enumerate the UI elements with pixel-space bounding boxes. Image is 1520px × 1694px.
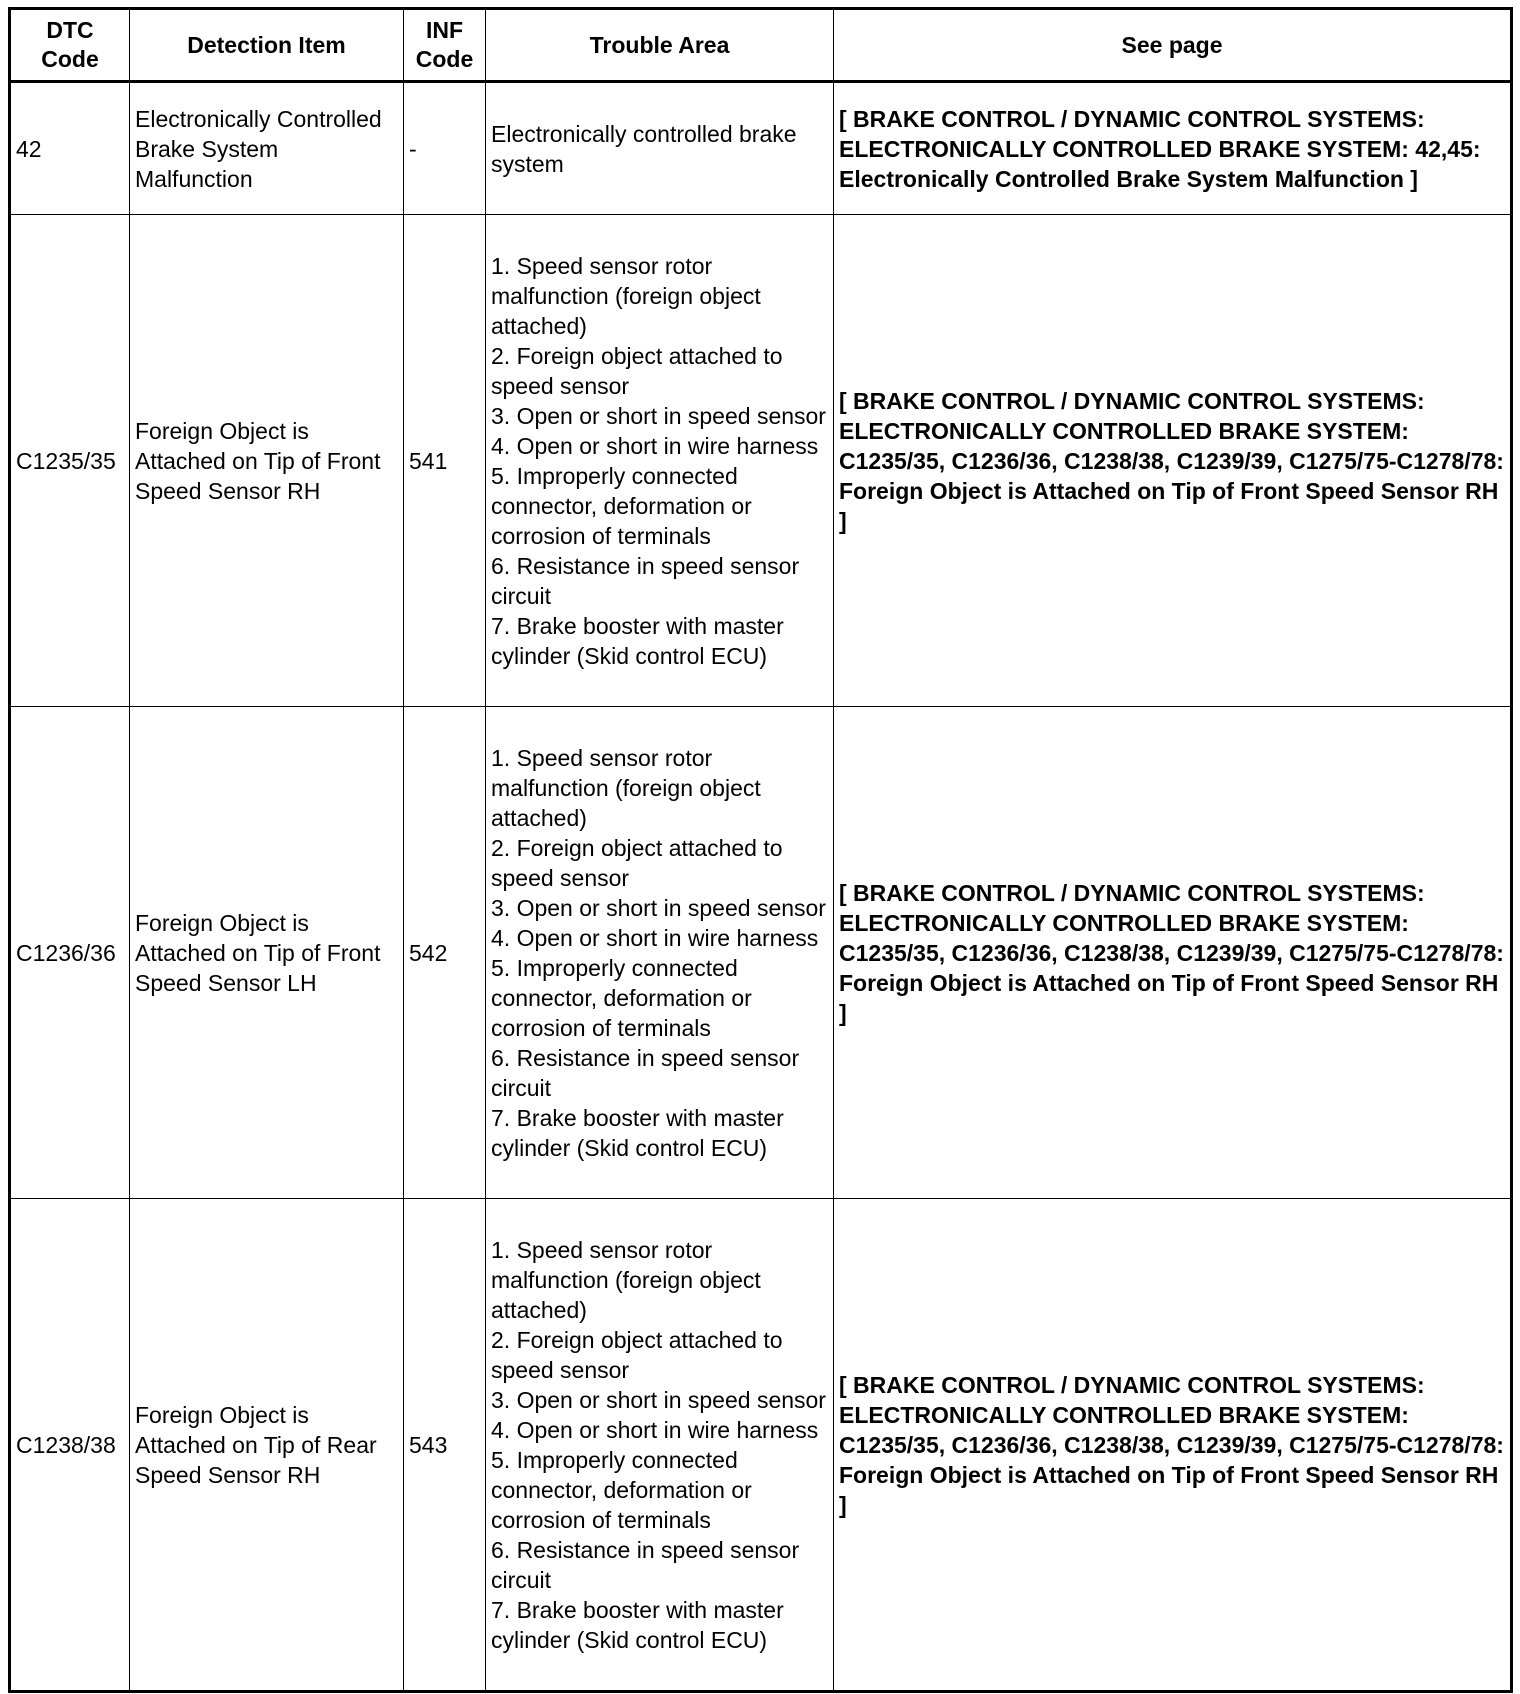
- trouble-area-cell: [486, 82, 834, 215]
- trouble-area-item: 3. Open or short in speed sensor: [491, 894, 826, 921]
- dtc-code-cell: C1235/35: [10, 215, 130, 707]
- table-header-row: [10, 9, 1512, 82]
- trouble-area-item: 7. Brake booster with master cylinder (Skid control ECU): [491, 1104, 784, 1161]
- header-inf-code: INF Code: [404, 9, 486, 82]
- detection-item-cell: Electronically Controlled Brake System Malfunction: [130, 82, 404, 215]
- inf-code-cell: 541: [404, 215, 486, 707]
- dtc-table: [8, 7, 1513, 1693]
- inf-code-cell: -: [404, 82, 486, 215]
- trouble-area-list: [491, 1235, 828, 1655]
- table-row: [10, 215, 1512, 707]
- trouble-area-cell: [486, 215, 834, 707]
- see-page-cell: [ BRAKE CONTROL / DYNAMIC CONTROL SYSTEMS: ELECTRONICALLY CONTROLLED BRAKE SYSTEM: 42,45: Electronically Controlled Brake System Malfunction ]: [834, 82, 1512, 215]
- trouble-area-item: Electronically controlled brake system: [491, 120, 797, 177]
- trouble-area-item: 6. Resistance in speed sensor circuit: [491, 552, 800, 609]
- header-trouble-area: Trouble Area: [486, 9, 834, 82]
- trouble-area-list: [491, 251, 828, 671]
- see-page-cell: [ BRAKE CONTROL / DYNAMIC CONTROL SYSTEMS: ELECTRONICALLY CONTROLLED BRAKE SYSTEM: C1235/35, C1236/36, C1238/38, C1239/39, C1275/75-C1278/78: Foreign Object is Attached on Tip of Front Speed Sensor RH ]: [834, 215, 1512, 707]
- header-see-page: See page: [834, 9, 1512, 82]
- trouble-area-item: 4. Open or short in wire harness: [491, 924, 819, 951]
- trouble-area-item: 2. Foreign object attached to speed sensor: [491, 834, 783, 891]
- trouble-area-item: 2. Foreign object attached to speed sensor: [491, 1326, 783, 1383]
- table-row: [10, 82, 1512, 215]
- trouble-area-item: 1. Speed sensor rotor malfunction (foreign object attached): [491, 1236, 761, 1323]
- table-row: [10, 707, 1512, 1199]
- trouble-area-item: 4. Open or short in wire harness: [491, 432, 819, 459]
- dtc-code-cell: C1238/38: [10, 1199, 130, 1692]
- trouble-area-item: 7. Brake booster with master cylinder (Skid control ECU): [491, 612, 784, 669]
- trouble-area-cell: [486, 707, 834, 1199]
- trouble-area-item: 2. Foreign object attached to speed sensor: [491, 342, 783, 399]
- header-dtc-code: DTC Code: [10, 9, 130, 82]
- trouble-area-item: 1. Speed sensor rotor malfunction (foreign object attached): [491, 744, 761, 831]
- trouble-area-item: 5. Improperly connected connector, deformation or corrosion of terminals: [491, 954, 752, 1041]
- trouble-area-item: 6. Resistance in speed sensor circuit: [491, 1044, 800, 1101]
- table-row: [10, 1199, 1512, 1692]
- header-detection-item: Detection Item: [130, 9, 404, 82]
- trouble-area-item: 5. Improperly connected connector, deformation or corrosion of terminals: [491, 1446, 752, 1533]
- inf-code-cell: 542: [404, 707, 486, 1199]
- detection-item-cell: Foreign Object is Attached on Tip of Front Speed Sensor RH: [130, 215, 404, 707]
- see-page-cell: [ BRAKE CONTROL / DYNAMIC CONTROL SYSTEMS: ELECTRONICALLY CONTROLLED BRAKE SYSTEM: C1235/35, C1236/36, C1238/38, C1239/39, C1275/75-C1278/78: Foreign Object is Attached on Tip of Front Speed Sensor RH ]: [834, 1199, 1512, 1692]
- trouble-area-cell: [486, 1199, 834, 1692]
- trouble-area-list: [491, 743, 828, 1163]
- trouble-area-list: [491, 119, 828, 179]
- trouble-area-item: 1. Speed sensor rotor malfunction (foreign object attached): [491, 252, 761, 339]
- dtc-code-cell: C1236/36: [10, 707, 130, 1199]
- detection-item-cell: Foreign Object is Attached on Tip of Rear Speed Sensor RH: [130, 1199, 404, 1692]
- trouble-area-item: 3. Open or short in speed sensor: [491, 1386, 826, 1413]
- trouble-area-item: 6. Resistance in speed sensor circuit: [491, 1536, 800, 1593]
- detection-item-cell: Foreign Object is Attached on Tip of Front Speed Sensor LH: [130, 707, 404, 1199]
- trouble-area-item: 7. Brake booster with master cylinder (Skid control ECU): [491, 1596, 784, 1653]
- trouble-area-item: 5. Improperly connected connector, deformation or corrosion of terminals: [491, 462, 752, 549]
- dtc-code-cell: 42: [10, 82, 130, 215]
- trouble-area-item: 3. Open or short in speed sensor: [491, 402, 826, 429]
- trouble-area-item: 4. Open or short in wire harness: [491, 1416, 819, 1443]
- inf-code-cell: 543: [404, 1199, 486, 1692]
- see-page-cell: [ BRAKE CONTROL / DYNAMIC CONTROL SYSTEMS: ELECTRONICALLY CONTROLLED BRAKE SYSTEM: C1235/35, C1236/36, C1238/38, C1239/39, C1275/75-C1278/78: Foreign Object is Attached on Tip of Front Speed Sensor RH ]: [834, 707, 1512, 1199]
